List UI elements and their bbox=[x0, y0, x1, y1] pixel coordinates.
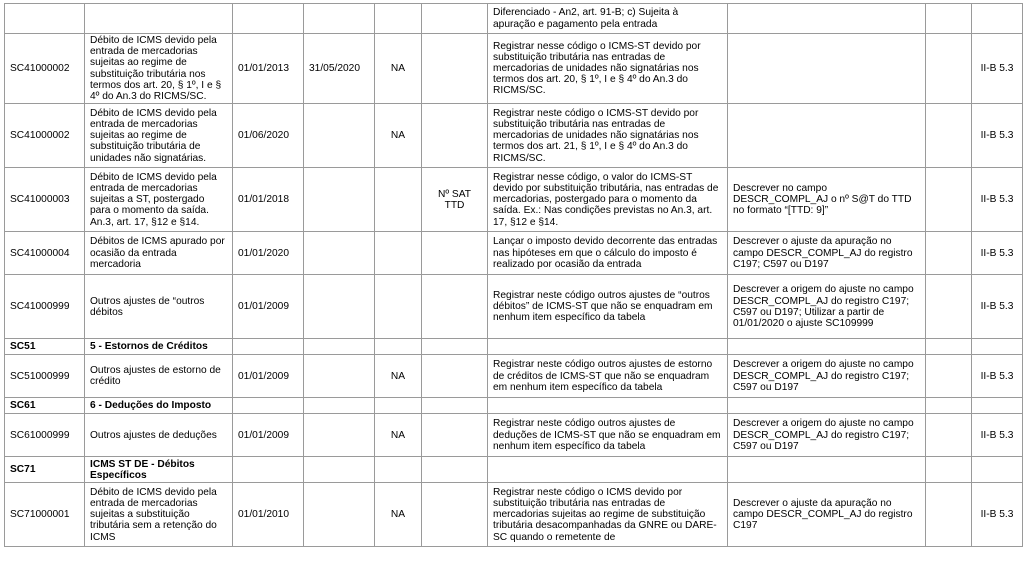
extra-cell bbox=[926, 398, 972, 414]
sat-ttd-cell bbox=[422, 355, 488, 398]
table-row bbox=[5, 104, 1023, 168]
instructions-cell bbox=[488, 398, 728, 414]
end-date-cell bbox=[304, 168, 375, 232]
na-cell bbox=[375, 232, 422, 275]
table-row bbox=[5, 4, 1023, 34]
start-date-cell: 01/01/2013 bbox=[233, 34, 304, 104]
table-body bbox=[5, 4, 1023, 547]
extra-cell bbox=[926, 232, 972, 275]
sat-ttd-cell bbox=[422, 339, 488, 355]
instructions-cell: Registrar neste código o ICMS devido por substituição tributária nas entradas de mercadorias sujeitas ao regime de substituição tributária desacompanhadas da GNRE ou DARE-SC quando o remetente de bbox=[488, 483, 728, 547]
start-date-cell bbox=[233, 339, 304, 355]
table-row bbox=[5, 275, 1023, 339]
description-cell: Débitos de ICMS apurado por ocasião da entrada mercadoria bbox=[85, 232, 233, 275]
extra-cell bbox=[926, 168, 972, 232]
reference-cell bbox=[972, 398, 1023, 414]
na-cell bbox=[375, 457, 422, 483]
reference-cell: II-B 5.3 bbox=[972, 355, 1023, 398]
sat-ttd-cell bbox=[422, 398, 488, 414]
code-cell: SC41000999 bbox=[5, 275, 85, 339]
section-row bbox=[5, 457, 1023, 483]
na-cell bbox=[375, 168, 422, 232]
section-row bbox=[5, 339, 1023, 355]
reference-cell: II-B 5.3 bbox=[972, 483, 1023, 547]
table-row bbox=[5, 34, 1023, 104]
end-date-cell: 31/05/2020 bbox=[304, 34, 375, 104]
sat-ttd-cell bbox=[422, 232, 488, 275]
code-cell: SC41000004 bbox=[5, 232, 85, 275]
sat-ttd-cell bbox=[422, 457, 488, 483]
code-cell: SC41000002 bbox=[5, 104, 85, 168]
instructions-cell: Registrar neste código outros ajustes de “outros débitos” de ICMS-ST que não se enquadram em nenhum item específico da tabela bbox=[488, 275, 728, 339]
observation-cell bbox=[728, 34, 926, 104]
na-cell: NA bbox=[375, 355, 422, 398]
code-cell: SC71000001 bbox=[5, 483, 85, 547]
description-cell: Débito de ICMS devido pela entrada de mercadorias sujeitas ao regime de substituição tributária de unidades não signatárias. bbox=[85, 104, 233, 168]
description-cell: ICMS ST DE - Débitos Específicos bbox=[85, 457, 233, 483]
observation-cell bbox=[728, 339, 926, 355]
code-cell: SC51 bbox=[5, 339, 85, 355]
sat-ttd-cell bbox=[422, 34, 488, 104]
observation-cell bbox=[728, 457, 926, 483]
end-date-cell bbox=[304, 275, 375, 339]
observation-cell: Descrever a origem do ajuste no campo DESCR_COMPL_AJ do registro C197; C597 ou D197; Utilizar a partir de 01/01/2020 o ajuste SC109999 bbox=[728, 275, 926, 339]
extra-cell bbox=[926, 355, 972, 398]
end-date-cell bbox=[304, 398, 375, 414]
start-date-cell bbox=[233, 457, 304, 483]
instructions-cell: Registrar neste código outros ajustes de deduções de ICMS-ST que não se enquadram em nenhum item específico da tabela bbox=[488, 414, 728, 457]
end-date-cell bbox=[304, 4, 375, 34]
description-cell: Débito de ICMS devido pela entrada de mercadorias sujeitas ao regime de substituição tributária nos termos dos art. 20, § 1º, I e § 4º do An.3 do RICMS/SC. bbox=[85, 34, 233, 104]
instructions-cell: Diferenciado - An2, art. 91-B; c) Sujeita à apuração e pagamento pela entrada bbox=[488, 4, 728, 34]
extra-cell bbox=[926, 414, 972, 457]
na-cell bbox=[375, 339, 422, 355]
sat-ttd-cell bbox=[422, 104, 488, 168]
reference-cell: II-B 5.3 bbox=[972, 104, 1023, 168]
code-cell bbox=[5, 4, 85, 34]
adjustment-codes-table bbox=[4, 3, 1023, 547]
observation-cell bbox=[728, 104, 926, 168]
sat-ttd-cell bbox=[422, 483, 488, 547]
end-date-cell bbox=[304, 339, 375, 355]
instructions-cell: Registrar neste código o ICMS-ST devido por substituição tributária nas entradas de mercadorias de unidades não signatárias nos termos dos art. 21, § 1º, I e § 4º do An.3 do RICMS/SC. bbox=[488, 104, 728, 168]
reference-cell: II-B 5.3 bbox=[972, 232, 1023, 275]
extra-cell bbox=[926, 4, 972, 34]
extra-cell bbox=[926, 34, 972, 104]
code-cell: SC71 bbox=[5, 457, 85, 483]
instructions-cell: Lançar o imposto devido decorrente das entradas nas hipóteses em que o cálculo do imposto é realizado por ocasião da entrada bbox=[488, 232, 728, 275]
description-cell: Outros ajustes de estorno de crédito bbox=[85, 355, 233, 398]
instructions-cell bbox=[488, 457, 728, 483]
observation-cell: Descrever a origem do ajuste no campo DESCR_COMPL_AJ do registro C197; C597 ou D197 bbox=[728, 355, 926, 398]
instructions-cell bbox=[488, 339, 728, 355]
sat-ttd-cell bbox=[422, 414, 488, 457]
table-row bbox=[5, 483, 1023, 547]
instructions-cell: Registrar nesse código, o valor do ICMS-ST devido por substituição tributária, nas entradas de mercadorias, postergado para o momento da saída. Ex.: Nas condições previstas no An.3, art. 17, §12 e §14. bbox=[488, 168, 728, 232]
observation-cell: Descrever o ajuste da apuração no campo DESCR_COMPL_AJ do registro C197; C597 ou D197 bbox=[728, 232, 926, 275]
code-cell: SC51000999 bbox=[5, 355, 85, 398]
extra-cell bbox=[926, 483, 972, 547]
end-date-cell bbox=[304, 457, 375, 483]
instructions-cell: Registrar neste código outros ajustes de estorno de créditos de ICMS-ST que não se enquadram em nenhum item específico da tabela bbox=[488, 355, 728, 398]
description-cell: 5 - Estornos de Créditos bbox=[85, 339, 233, 355]
extra-cell bbox=[926, 275, 972, 339]
na-cell: NA bbox=[375, 34, 422, 104]
instructions-cell: Registrar nesse código o ICMS-ST devido por substituição tributária nas entradas de mercadorias de unidades não signatárias nos termos dos art. 20, § 1º, I e § 4º do An.3 do RICMS/SC. bbox=[488, 34, 728, 104]
code-cell: SC41000002 bbox=[5, 34, 85, 104]
end-date-cell bbox=[304, 355, 375, 398]
observation-cell: Descrever no campo DESCR_COMPL_AJ o nº S@T do TTD no formato “[TTD: 9]” bbox=[728, 168, 926, 232]
na-cell: NA bbox=[375, 414, 422, 457]
na-cell: NA bbox=[375, 483, 422, 547]
code-cell: SC61 bbox=[5, 398, 85, 414]
reference-cell: II-B 5.3 bbox=[972, 168, 1023, 232]
end-date-cell bbox=[304, 414, 375, 457]
na-cell bbox=[375, 275, 422, 339]
description-cell: Outros ajustes de “outros débitos bbox=[85, 275, 233, 339]
reference-cell bbox=[972, 4, 1023, 34]
description-cell bbox=[85, 4, 233, 34]
code-cell: SC41000003 bbox=[5, 168, 85, 232]
description-cell: Débito de ICMS devido pela entrada de mercadorias sujeitas a substituição tributária sem a retenção do ICMS bbox=[85, 483, 233, 547]
sat-ttd-cell bbox=[422, 275, 488, 339]
end-date-cell bbox=[304, 232, 375, 275]
start-date-cell: 01/01/2018 bbox=[233, 168, 304, 232]
extra-cell bbox=[926, 339, 972, 355]
na-cell bbox=[375, 398, 422, 414]
table-row bbox=[5, 414, 1023, 457]
table-row bbox=[5, 355, 1023, 398]
description-cell: Outros ajustes de deduções bbox=[85, 414, 233, 457]
end-date-cell bbox=[304, 104, 375, 168]
table-row bbox=[5, 168, 1023, 232]
code-cell: SC61000999 bbox=[5, 414, 85, 457]
na-cell bbox=[375, 4, 422, 34]
start-date-cell: 01/01/2009 bbox=[233, 275, 304, 339]
reference-cell: II-B 5.3 bbox=[972, 275, 1023, 339]
start-date-cell: 01/01/2010 bbox=[233, 483, 304, 547]
description-cell: 6 - Deduções do Imposto bbox=[85, 398, 233, 414]
start-date-cell: 01/01/2020 bbox=[233, 232, 304, 275]
reference-cell bbox=[972, 339, 1023, 355]
sat-ttd-cell: Nº SAT TTD bbox=[422, 168, 488, 232]
start-date-cell: 01/06/2020 bbox=[233, 104, 304, 168]
observation-cell bbox=[728, 4, 926, 34]
start-date-cell: 01/01/2009 bbox=[233, 355, 304, 398]
section-row bbox=[5, 398, 1023, 414]
reference-cell: II-B 5.3 bbox=[972, 34, 1023, 104]
observation-cell: Descrever a origem do ajuste no campo DESCR_COMPL_AJ do registro C197; C597 ou D197 bbox=[728, 414, 926, 457]
end-date-cell bbox=[304, 483, 375, 547]
reference-cell bbox=[972, 457, 1023, 483]
table-row bbox=[5, 232, 1023, 275]
extra-cell bbox=[926, 457, 972, 483]
na-cell: NA bbox=[375, 104, 422, 168]
extra-cell bbox=[926, 104, 972, 168]
observation-cell bbox=[728, 398, 926, 414]
reference-cell: II-B 5.3 bbox=[972, 414, 1023, 457]
sat-ttd-cell bbox=[422, 4, 488, 34]
start-date-cell bbox=[233, 4, 304, 34]
observation-cell: Descrever o ajuste da apuração no campo DESCR_COMPL_AJ do registro C197 bbox=[728, 483, 926, 547]
description-cell: Débito de ICMS devido pela entrada de mercadorias sujeitas a ST, postergado para o momento da saída. An.3, art. 17, §12 e §14. bbox=[85, 168, 233, 232]
start-date-cell bbox=[233, 398, 304, 414]
start-date-cell: 01/01/2009 bbox=[233, 414, 304, 457]
